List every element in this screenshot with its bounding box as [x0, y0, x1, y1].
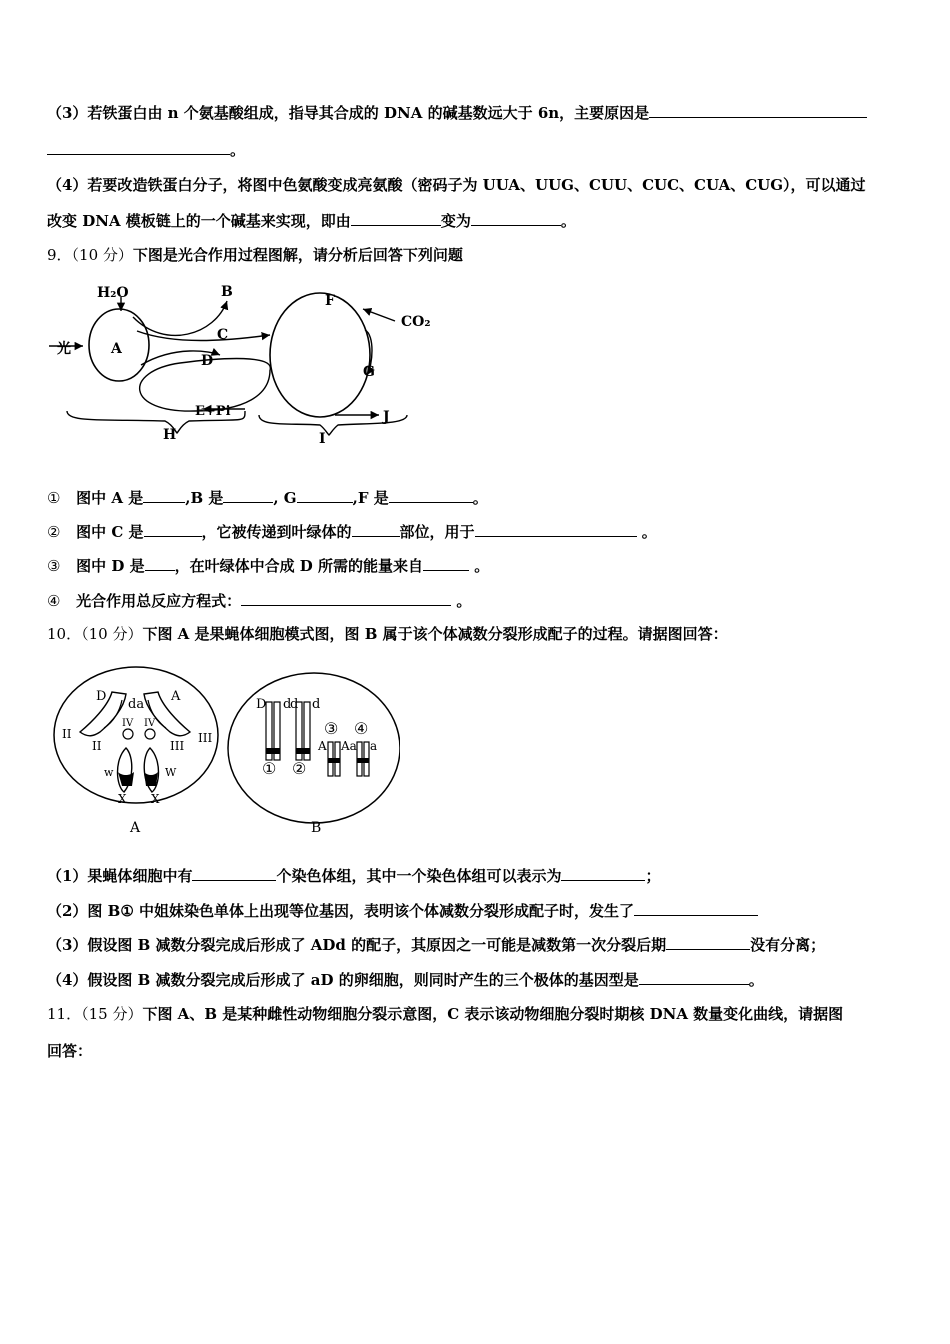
answer-blank[interactable] [192, 866, 276, 881]
q9-header [47, 245, 463, 265]
punctuation: 。 [469, 557, 490, 575]
q11-text: 下图 A、B 是某种雌性动物细胞分裂示意图，C 表示该动物细胞分裂时期核 DNA 数量变化曲线，请据图 [142, 1005, 844, 1023]
item-text: （3）假设图 B 减数分裂完成后形成了 ADd 的配子，其原因之一可能是减数第一次分裂后期 [47, 936, 667, 954]
q8-part4-text-a: 改变 DNA 模板链上的一个碱基来实现，即由 [47, 212, 351, 230]
item-text: ，在叶绿体中合成 D 所需的能量来自 [174, 557, 424, 575]
q10-item-3 [47, 935, 825, 955]
answer-blank[interactable] [145, 556, 175, 571]
epi-label: E+Pi [195, 404, 231, 419]
centromere-4 [357, 758, 369, 763]
q8-part4-line1 [47, 175, 866, 195]
item-text: 光合作用总反应方程式： [76, 592, 242, 610]
chromosome-1-label: ① [262, 759, 277, 778]
cell-a-outline [54, 667, 218, 803]
punctuation: 。 [636, 523, 657, 541]
gene-a-small-label: a [370, 739, 378, 753]
light-label: 光 [57, 341, 71, 357]
iv-right-label: IV [144, 718, 156, 729]
photosynthesis-diagram [45, 275, 445, 455]
f-label: F [325, 293, 335, 309]
item-text: , G [273, 489, 297, 507]
q10-item-4 [47, 970, 764, 990]
punctuation: 。 [230, 141, 246, 159]
centromere-2 [296, 748, 310, 754]
h-label: H [163, 427, 177, 443]
co2-label: CO₂ [401, 314, 431, 330]
chromosome-x-right-fill [144, 772, 158, 786]
punctuation: 。 [748, 971, 764, 989]
gene-w-right-label: W [165, 766, 177, 779]
q8-part4-text: （4）若要改造铁蛋白分子，将图中色氨酸变成亮氨酸（密码子为 UUA、UUG、CUU、CUC、CUA、CUG），可以通过 [47, 176, 866, 194]
answer-blank[interactable] [475, 522, 637, 537]
q10-number: 10．（10 分） [47, 625, 143, 643]
calvin-cycle-ellipse [270, 293, 370, 417]
item-text: （4）假设图 B 减数分裂完成后形成了 aD 的卵细胞，则同时产生的三个极体的基因型是 [47, 971, 639, 989]
co2-arrow [363, 309, 395, 321]
answer-blank[interactable] [352, 522, 400, 537]
x-left-label: X [118, 792, 127, 806]
item-marker: ④ [47, 592, 61, 610]
item-text: 图中 D 是 [76, 557, 145, 575]
answer-blank[interactable] [649, 103, 867, 118]
gene-a-label: A [171, 689, 181, 704]
item-text: （2）图 B① 中姐妹染色单体上出现等位基因，表明该个体减数分裂形成配子时，发生了 [47, 902, 635, 920]
punctuation: 。 [451, 592, 472, 610]
answer-blank[interactable] [561, 866, 645, 881]
answer-blank[interactable] [241, 591, 451, 606]
gene-d-label: D [96, 689, 107, 704]
q8-part4-text-b: 变为 [440, 212, 471, 230]
item-text: 部位，用于 [399, 523, 475, 541]
gene-w-left-label: w [104, 766, 114, 779]
gene-da-label: da [128, 697, 145, 712]
c-label: C [217, 327, 229, 343]
q9-title: 下图是光合作用过程图解，请分析后回答下列问题 [132, 246, 463, 264]
ii-inner-label: II [92, 739, 102, 753]
q9-item-1 [47, 488, 488, 508]
centromere-1 [266, 748, 280, 754]
q8-part3-line [47, 103, 867, 123]
answer-blank[interactable] [297, 488, 353, 503]
item-text: 图中 C 是 [76, 523, 144, 541]
q9-number: 9．（10 分） [47, 246, 133, 264]
a-label: A [111, 341, 122, 357]
item-marker: ① [47, 489, 61, 507]
q11-number: 11．（15 分） [47, 1005, 143, 1023]
gene-d-big-label: D [256, 697, 267, 712]
item-text: ,F 是 [352, 489, 389, 507]
q10-item-1 [47, 866, 660, 886]
gene-d1-label: d [283, 697, 292, 712]
q11-line2 [47, 1041, 92, 1061]
i-label: I [319, 431, 326, 447]
iii-inner-label: III [170, 739, 185, 753]
item-marker: ② [47, 523, 61, 541]
j-label: J [383, 409, 390, 425]
q10-title: 下图 A 是果蝇体细胞模式图，图 B 属于该个体减数分裂形成配子的过程。请据图回答： [142, 625, 728, 643]
q8-part3-text: （3）若铁蛋白由 n 个氨基酸组成，指导其合成的 DNA 的碱基数远大于 6n，主要原因是 [47, 104, 650, 122]
q9-item-2 [47, 522, 657, 542]
g-label: G [363, 364, 375, 380]
answer-blank[interactable] [47, 140, 230, 155]
q10-item-2 [47, 901, 758, 921]
answer-blank[interactable] [634, 901, 758, 916]
item-text: 没有分离； [750, 936, 826, 954]
q11-header [47, 1004, 843, 1024]
answer-blank[interactable] [423, 556, 469, 571]
x-right-label: X [151, 792, 160, 806]
answer-blank[interactable] [144, 522, 202, 537]
chromosome-3-label: ③ [324, 719, 339, 738]
q10-header [47, 624, 728, 644]
h2o-label: H₂O [97, 285, 129, 301]
ii-left-label: II [62, 727, 72, 741]
q9-item-4 [47, 591, 471, 611]
answer-blank[interactable] [666, 935, 750, 950]
q9-item-3 [47, 556, 489, 576]
item-text: 图中 A 是 [76, 489, 144, 507]
chromosome-iv-left [123, 729, 133, 739]
item-text: ,B 是 [185, 489, 224, 507]
centromere-3 [328, 758, 340, 763]
answer-blank[interactable] [639, 970, 749, 985]
punctuation: 。 [472, 489, 488, 507]
iv-left-label: IV [122, 718, 134, 729]
gene-aa-label: Aa [341, 739, 357, 753]
answer-blank[interactable] [351, 211, 441, 226]
q11-text-cont: 回答： [47, 1042, 93, 1060]
item-marker: ③ [47, 557, 61, 575]
punctuation: ； [645, 867, 661, 885]
item-text: 个染色体组，其中一个染色体组可以表示为 [276, 867, 562, 885]
answer-blank[interactable] [143, 488, 185, 503]
answer-blank[interactable] [389, 488, 473, 503]
chromosome-4-label: ④ [354, 719, 369, 738]
chromosome-x-left-fill [118, 772, 134, 786]
chromosome-iv-right [145, 729, 155, 739]
answer-blank[interactable] [471, 211, 561, 226]
figure-a-caption: A [130, 820, 141, 836]
figure-b-caption: B [311, 820, 322, 836]
item-text: ，它被传递到叶绿体的 [201, 523, 352, 541]
item-text: （1）果蝇体细胞中有 [47, 867, 193, 885]
punctuation: 。 [560, 212, 576, 230]
drosophila-cell-figures [50, 660, 400, 840]
b-label: B [221, 284, 233, 300]
q8-part3-line2 [47, 140, 245, 160]
chromosome-2-label: ② [292, 759, 307, 778]
gene-a-big-label: A [318, 739, 327, 753]
q8-part4-line2 [47, 211, 576, 231]
gene-d2-label: d [290, 697, 299, 712]
gene-d3-label: d [312, 697, 321, 712]
iii-right-label: III [198, 731, 213, 745]
answer-blank[interactable] [223, 488, 273, 503]
d-label: D [201, 353, 214, 369]
